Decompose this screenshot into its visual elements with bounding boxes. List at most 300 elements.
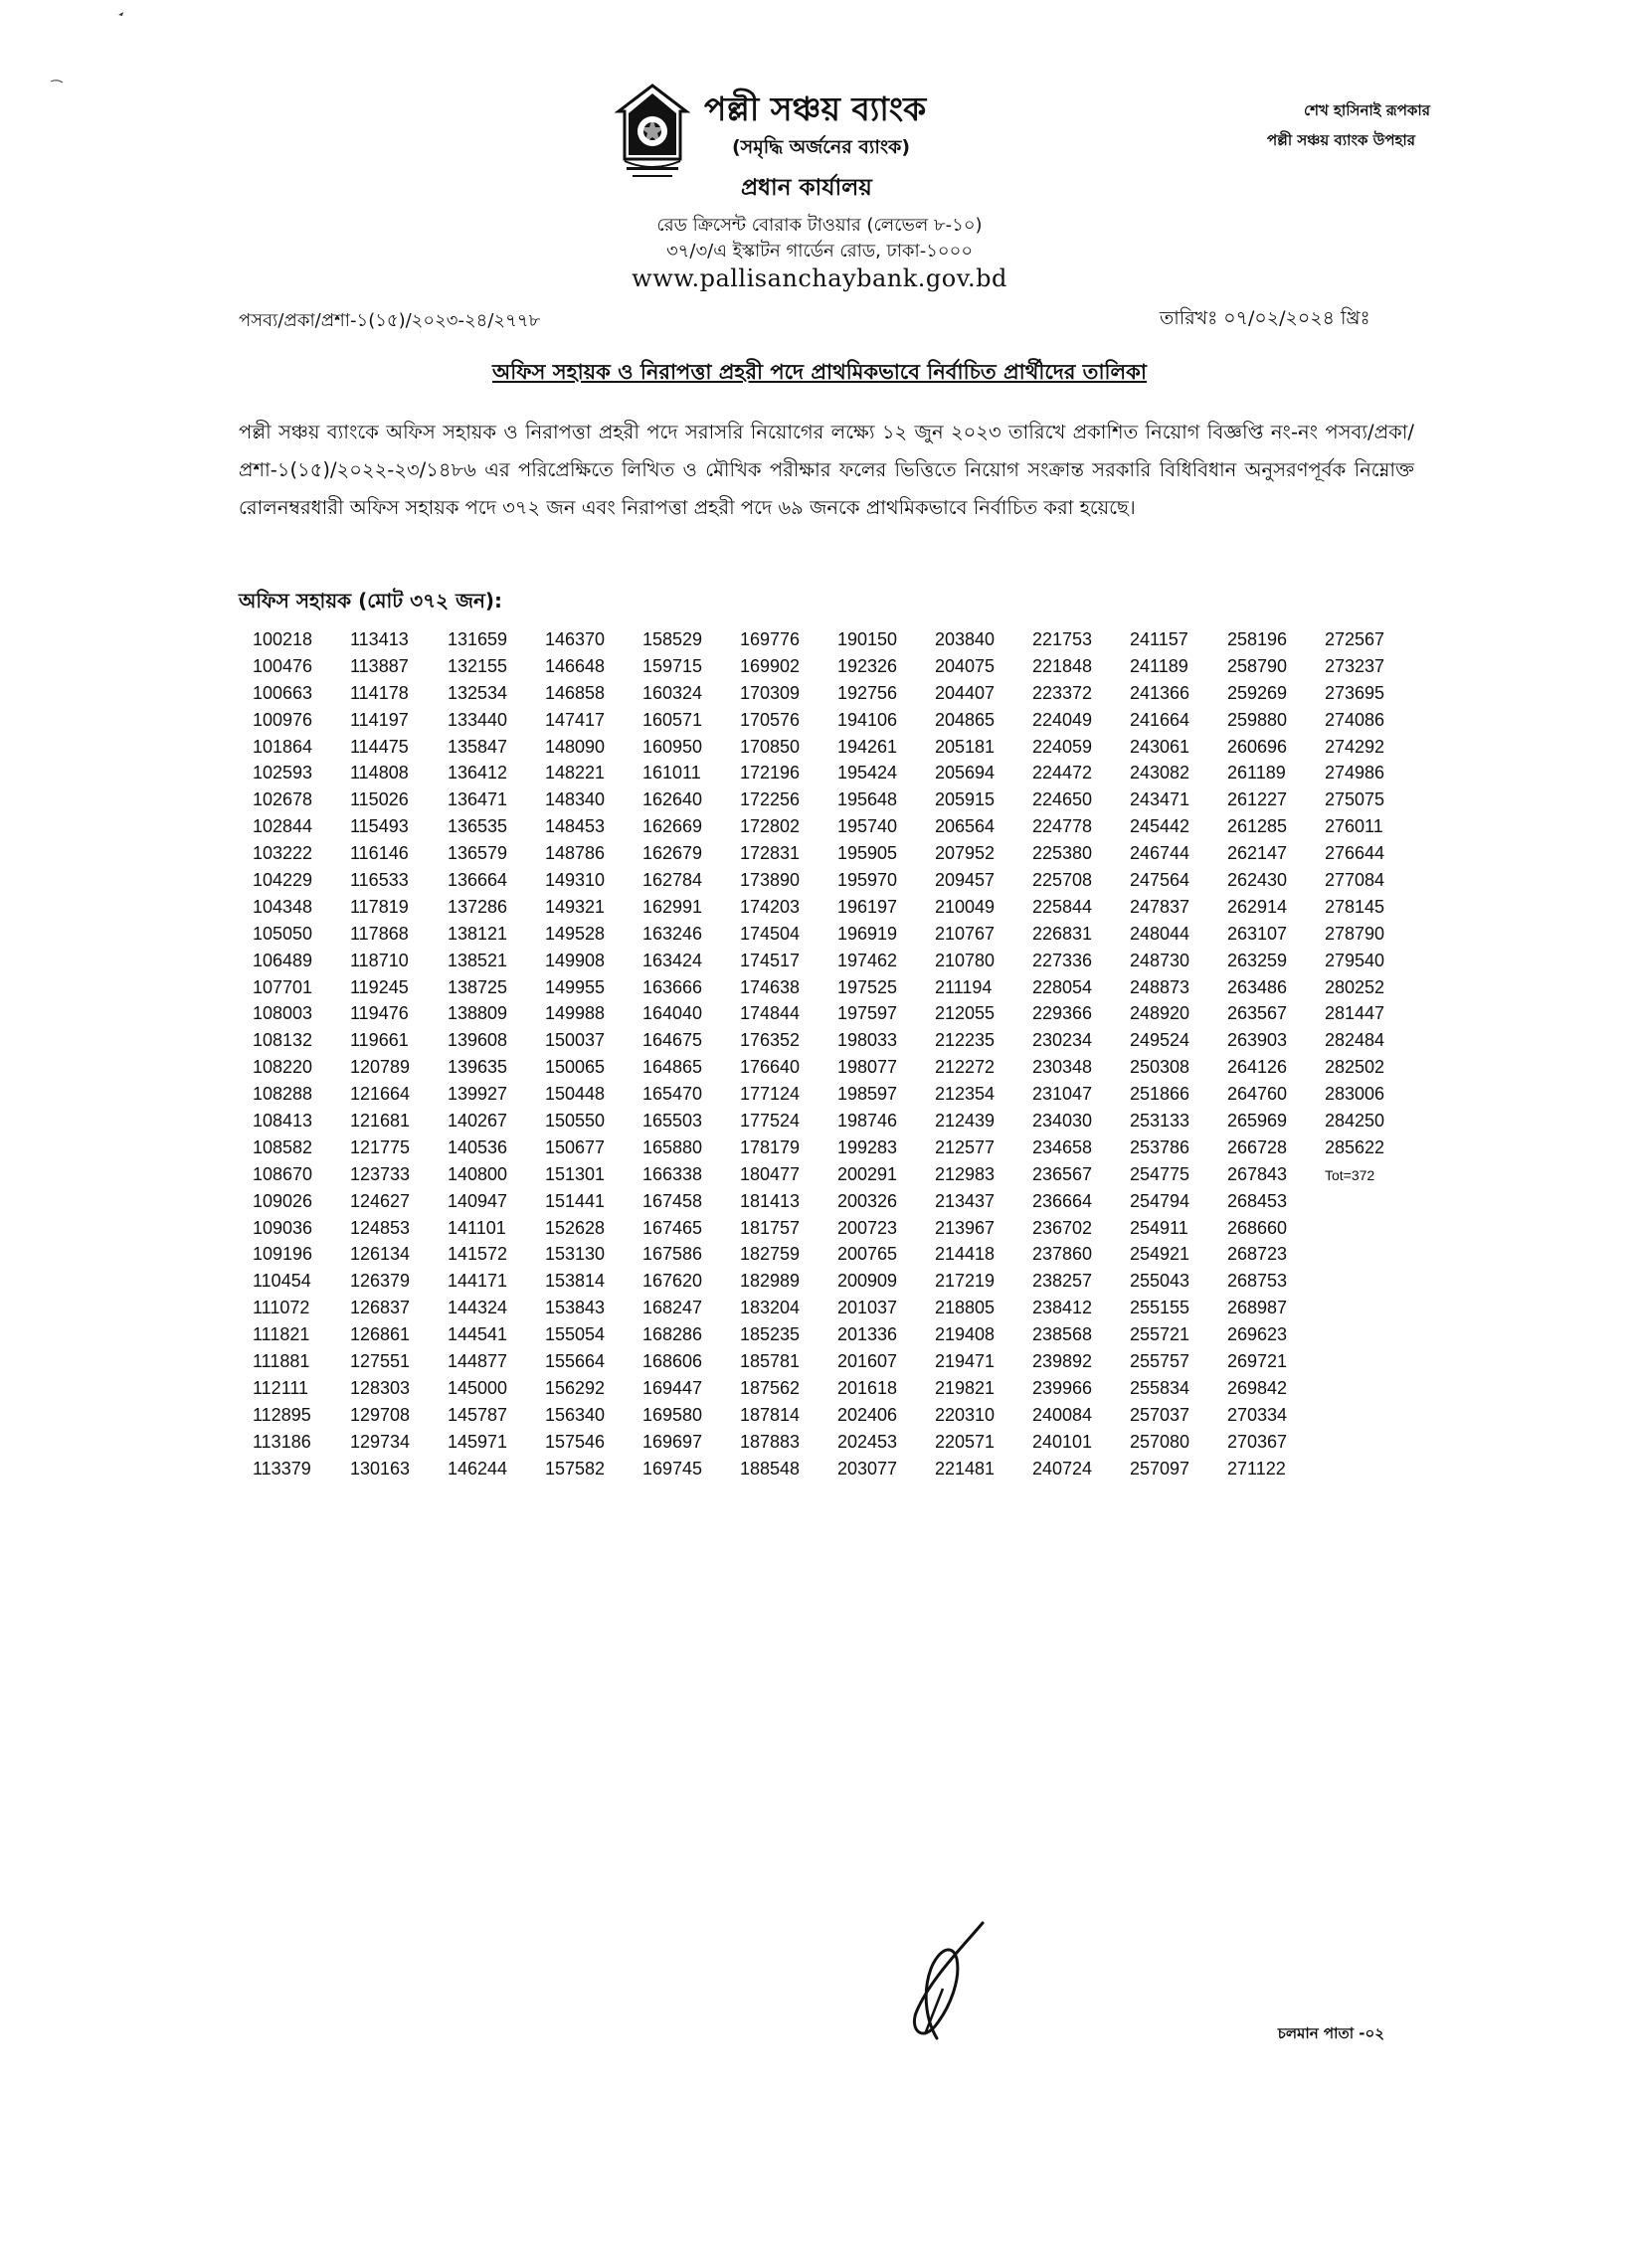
roll-number: 108003 xyxy=(253,1003,313,1024)
roll-number: 187883 xyxy=(740,1431,801,1452)
roll-number: 136664 xyxy=(448,870,508,891)
roll-number: 138121 xyxy=(448,923,508,944)
roll-number: 278790 xyxy=(1325,923,1385,944)
roll-number: 241664 xyxy=(1130,709,1190,730)
roll-number: 108413 xyxy=(253,1111,313,1132)
roll-number: 255721 xyxy=(1130,1324,1190,1345)
roll-number: 250308 xyxy=(1130,1057,1190,1078)
roll-number: 140947 xyxy=(448,1190,508,1211)
roll-number: 136535 xyxy=(448,816,508,837)
roll-number: 212055 xyxy=(935,1003,996,1024)
roll-number: 230234 xyxy=(1032,1030,1093,1051)
roll-number: 210780 xyxy=(935,950,996,970)
roll-number: 162669 xyxy=(642,816,703,837)
roll-number: 195970 xyxy=(837,870,898,891)
roll-number: 139635 xyxy=(448,1057,508,1078)
bank-logo xyxy=(615,82,690,191)
roll-number: 262430 xyxy=(1227,870,1288,891)
roll-number: 238412 xyxy=(1032,1298,1093,1318)
roll-number: 270367 xyxy=(1227,1431,1288,1452)
roll-number: 145000 xyxy=(448,1377,508,1398)
roll-number: 151301 xyxy=(545,1163,606,1184)
roll-number: 114808 xyxy=(350,763,409,784)
roll-number: 247564 xyxy=(1130,870,1190,891)
roll-number: 214418 xyxy=(935,1244,996,1265)
roll-number: 150550 xyxy=(545,1111,606,1132)
office-name: প্রধান কার্যালয় xyxy=(741,175,872,201)
roll-number: 274086 xyxy=(1325,709,1385,730)
roll-number: 155664 xyxy=(545,1351,606,1372)
roll-number: 204407 xyxy=(935,682,996,703)
roll-number: 100663 xyxy=(253,682,313,703)
roll-number: 163424 xyxy=(642,950,703,970)
roll-number: 167620 xyxy=(642,1271,703,1292)
roll-number: 159715 xyxy=(642,655,703,676)
roll-number: 268723 xyxy=(1227,1244,1288,1265)
roll-number: 162991 xyxy=(642,896,703,917)
roll-number: 203840 xyxy=(935,629,996,649)
roll-number xyxy=(1325,1351,1422,1378)
roll-number: 108670 xyxy=(253,1163,313,1184)
roll-number: 144877 xyxy=(448,1351,508,1372)
roll-number: 213437 xyxy=(935,1190,996,1211)
roll-number: 230348 xyxy=(1032,1057,1093,1078)
roll-number: 181757 xyxy=(740,1217,801,1238)
roll-number: 204865 xyxy=(935,709,996,730)
roll-number: 202453 xyxy=(837,1431,898,1452)
roll-number: 140800 xyxy=(448,1163,508,1184)
roll-number: 119661 xyxy=(350,1030,409,1051)
roll-number: 157546 xyxy=(545,1431,606,1452)
roll-number: 102844 xyxy=(253,816,313,837)
roll-number: 165880 xyxy=(642,1136,703,1157)
roll-number: 123733 xyxy=(350,1163,411,1184)
roll-number: 188548 xyxy=(740,1458,801,1479)
roll-number: 194261 xyxy=(837,736,898,757)
roll-number: 118710 xyxy=(350,950,409,970)
roll-number: 150677 xyxy=(545,1136,606,1157)
roll-number: 169697 xyxy=(642,1431,703,1452)
roll-number: 254921 xyxy=(1130,1244,1190,1265)
roll-number: 255834 xyxy=(1130,1377,1190,1398)
roll-number: 129734 xyxy=(350,1431,411,1452)
roll-number: 152628 xyxy=(545,1217,606,1238)
roll-number: 169745 xyxy=(642,1458,703,1479)
roll-number: 259880 xyxy=(1227,709,1288,730)
roll-number: 225844 xyxy=(1032,896,1093,917)
roll-number: 228054 xyxy=(1032,976,1093,997)
roll-number: 238257 xyxy=(1032,1271,1093,1292)
roll-number: 113379 xyxy=(253,1458,311,1479)
roll-number: 285622 xyxy=(1325,1136,1385,1157)
roll-number: 148340 xyxy=(545,789,606,810)
memo-date: তারিখঃ ০৭/০২/২০২৪ খ্রিঃ xyxy=(1160,307,1370,329)
roll-number: 130163 xyxy=(350,1458,411,1479)
roll-number: 167586 xyxy=(642,1244,703,1265)
roll-number: 210049 xyxy=(935,896,996,917)
roll-number: 172256 xyxy=(740,789,801,810)
roll-number: 212235 xyxy=(935,1030,996,1051)
roll-number: 212983 xyxy=(935,1163,996,1184)
roll-number: 126379 xyxy=(350,1271,411,1292)
roll-number xyxy=(1325,1459,1422,1485)
roll-number: 280252 xyxy=(1325,976,1385,997)
roll-number: 257037 xyxy=(1130,1404,1190,1425)
roll-number: 177524 xyxy=(740,1111,801,1132)
roll-number: 237860 xyxy=(1032,1244,1093,1265)
roll-number: 276644 xyxy=(1325,843,1385,864)
roll-number: 132534 xyxy=(448,682,508,703)
roll-number: 126837 xyxy=(350,1298,411,1318)
roll-number: 160571 xyxy=(642,709,703,730)
roll-number: 253786 xyxy=(1130,1136,1190,1157)
roll-number: 185781 xyxy=(740,1351,801,1372)
roll-number: 265969 xyxy=(1227,1111,1288,1132)
roll-number: 197525 xyxy=(837,976,898,997)
roll-number: 111881 xyxy=(253,1351,310,1372)
roll-number: 195905 xyxy=(837,843,898,864)
roll-number: 205181 xyxy=(935,736,996,757)
roll-number: 160950 xyxy=(642,736,703,757)
roll-number xyxy=(1325,1191,1422,1218)
document-heading: অফিস সহায়ক ও নিরাপত্তা প্রহরী পদে প্রাথমিকভাবে নির্বাচিত প্রার্থীদের তালিকা xyxy=(492,360,1147,384)
roll-number: 108220 xyxy=(253,1057,313,1078)
roll-number: 257097 xyxy=(1130,1458,1190,1479)
roll-number: 198033 xyxy=(837,1030,898,1051)
roll-number: 192756 xyxy=(837,682,898,703)
roll-number: 164040 xyxy=(642,1003,703,1024)
roll-number: 212439 xyxy=(935,1111,996,1132)
roll-number: 114178 xyxy=(350,682,409,703)
roll-number: 268753 xyxy=(1227,1271,1288,1292)
roll-number: 196197 xyxy=(837,896,898,917)
roll-number: 195648 xyxy=(837,789,898,810)
roll-number: 162640 xyxy=(642,789,703,810)
roll-number: 163666 xyxy=(642,976,703,997)
roll-number: 106489 xyxy=(253,950,313,970)
roll-number: 140267 xyxy=(448,1111,508,1132)
roll-number: 260696 xyxy=(1227,736,1288,757)
roll-number: 200765 xyxy=(837,1244,898,1265)
roll-number: 187814 xyxy=(740,1404,801,1425)
roll-number: 218805 xyxy=(935,1298,996,1318)
intro-paragraph: পল্লী সঞ্চয় ব্যাংকে অফিস সহায়ক ও নিরাপত্তা প্রহরী পদে সরাসরি নিয়োগের লক্ষ্যে ১২ জুন ২০২৩ তারিখে প্রকাশিত নিয়োগ বিজ্ঞপ্তি নং-নং পসব্য/প্রকা/প্রশা-১(১৫)/২০২২-২৩/১৪৮৬ এর পরিপ্রেক্ষিতে লিখিত ও মৌখিক পরীক্ষার ফলের ভিত্তিতে নিয়োগ সংক্রান্ত সরকারি বিধিবিধান অনুসরণপূর্বক নিম্নোক্ত রোলনম্বরধারী অফিস সহায়ক পদে ৩৭২ জন এবং নিরাপত্তা প্রহরী পদে ৬৯ জনকে প্রাথমিকভাবে নির্বাচিত করা হয়েছে। xyxy=(239,421,1414,519)
roll-number: 263107 xyxy=(1227,923,1288,944)
roll-number: 274292 xyxy=(1325,736,1385,757)
roll-number: 206564 xyxy=(935,816,996,837)
memo-reference-number: পসব্য/প্রকা/প্রশা-১(১৫)/২০২৩-২৪/২৭৭৮ xyxy=(239,310,541,331)
roll-number: 194106 xyxy=(837,709,898,730)
roll-number: 126861 xyxy=(350,1324,411,1345)
roll-number: 200909 xyxy=(837,1271,898,1292)
roll-number: 115493 xyxy=(350,816,409,837)
roll-number: 199283 xyxy=(837,1136,898,1157)
roll-number: 268660 xyxy=(1227,1217,1288,1238)
roll-number: 283006 xyxy=(1325,1084,1385,1105)
roll-number: 153843 xyxy=(545,1298,606,1318)
roll-number: 137286 xyxy=(448,896,508,917)
roll-number: 240101 xyxy=(1032,1431,1093,1452)
roll-number: 182759 xyxy=(740,1244,801,1265)
roll-number: 112895 xyxy=(253,1404,311,1425)
roll-number: 211194 xyxy=(935,976,993,997)
roll-number: 224049 xyxy=(1032,709,1093,730)
roll-number: 166338 xyxy=(642,1163,703,1184)
roll-number: 109196 xyxy=(253,1244,313,1265)
roll-number: 200723 xyxy=(837,1217,898,1238)
roll-number: 149528 xyxy=(545,923,606,944)
roll-number: 149310 xyxy=(545,870,606,891)
roll-number: 120789 xyxy=(350,1057,411,1078)
roll-number: 100218 xyxy=(253,629,313,649)
roll-number: 116146 xyxy=(350,843,409,864)
roll-number: 144541 xyxy=(448,1324,508,1345)
roll-number: 268453 xyxy=(1227,1190,1288,1211)
roll-number: 198746 xyxy=(837,1111,898,1132)
continued-page-note: চলমান পাতা -০২ xyxy=(1277,2024,1384,2042)
roll-number: 282502 xyxy=(1325,1057,1385,1078)
roll-number: 227336 xyxy=(1032,950,1093,970)
roll-number: 100476 xyxy=(253,655,313,676)
roll-number: 138521 xyxy=(448,950,508,970)
roll-number: 195424 xyxy=(837,763,898,784)
roll-number: 164865 xyxy=(642,1057,703,1078)
roll-number: 269842 xyxy=(1227,1377,1288,1398)
roll-number: 173890 xyxy=(740,870,801,891)
roll-number: 148453 xyxy=(545,816,606,837)
roll-number xyxy=(1325,1298,1422,1324)
roll-number: 146648 xyxy=(545,655,606,676)
roll-number: 248730 xyxy=(1130,950,1190,970)
roll-number: 149908 xyxy=(545,950,606,970)
roll-number: 168606 xyxy=(642,1351,703,1372)
roll-number: 187562 xyxy=(740,1377,801,1398)
roll-number: 109026 xyxy=(253,1190,313,1211)
roll-number: 239966 xyxy=(1032,1377,1093,1398)
roll-number: 246744 xyxy=(1130,843,1190,864)
roll-number: 181413 xyxy=(740,1190,801,1211)
roll-number: 167458 xyxy=(642,1190,703,1211)
roll-number: 245442 xyxy=(1130,816,1190,837)
roll-number xyxy=(1325,1378,1422,1405)
roll-number: 102593 xyxy=(253,763,313,784)
roll-number: 224650 xyxy=(1032,789,1093,810)
roll-number: 176352 xyxy=(740,1030,801,1051)
section-title: অফিস সহায়ক (মোট ৩৭২ জন): xyxy=(239,589,503,612)
roll-number: 209457 xyxy=(935,870,996,891)
roll-number: 269721 xyxy=(1227,1351,1288,1372)
roll-number: 172831 xyxy=(740,843,801,864)
roll-number: 257080 xyxy=(1130,1431,1190,1452)
roll-number: 144324 xyxy=(448,1298,508,1318)
roll-number: 172802 xyxy=(740,816,801,837)
roll-number: 248873 xyxy=(1130,976,1190,997)
roll-number: 124627 xyxy=(350,1190,411,1211)
roll-number: 100976 xyxy=(253,709,313,730)
roll-number: 144171 xyxy=(448,1271,508,1292)
roll-number: 254775 xyxy=(1130,1163,1190,1184)
roll-number: 149955 xyxy=(545,976,606,997)
roll-number: 273695 xyxy=(1325,682,1385,703)
roll-number xyxy=(1325,1405,1422,1432)
roll-number: 157582 xyxy=(545,1458,606,1479)
roll-number: 251866 xyxy=(1130,1084,1190,1105)
roll-number: 183204 xyxy=(740,1298,801,1318)
roll-number: 156292 xyxy=(545,1377,606,1398)
roll-number: 145971 xyxy=(448,1431,508,1452)
roll-number: 259269 xyxy=(1227,682,1288,703)
roll-number: 221481 xyxy=(935,1458,996,1479)
address-line-2: ৩৭/৩/এ ইস্কাটন গার্ডেন রোড, ঢাকা-১০০০ xyxy=(665,241,974,262)
roll-number: 241189 xyxy=(1130,655,1188,676)
roll-number: 108132 xyxy=(253,1030,313,1051)
roll-number: 254911 xyxy=(1130,1217,1188,1238)
roll-number xyxy=(1325,1244,1422,1271)
roll-number: 258196 xyxy=(1227,629,1288,649)
roll-number: 205915 xyxy=(935,789,996,810)
roll-number: 111072 xyxy=(253,1298,310,1318)
roll-number: 198597 xyxy=(837,1084,898,1105)
roll-number: 204075 xyxy=(935,655,996,676)
roll-number: 224059 xyxy=(1032,736,1093,757)
roll-number: 249524 xyxy=(1130,1030,1190,1051)
roll-number: 148786 xyxy=(545,843,606,864)
roll-number: 264126 xyxy=(1227,1057,1288,1078)
roll-number: 103222 xyxy=(253,843,313,864)
roll-number: 174517 xyxy=(740,950,801,970)
roll-number: 126134 xyxy=(350,1244,411,1265)
scan-mark xyxy=(50,78,64,86)
roll-number: 224778 xyxy=(1032,816,1093,837)
roll-number: 236702 xyxy=(1032,1217,1093,1238)
roll-number xyxy=(1325,1271,1422,1298)
roll-number: 148221 xyxy=(545,763,606,784)
organization-tagline: (সমৃদ্ধি অর্জনের ব্যাংক) xyxy=(732,136,911,158)
website-url: www.pallisanchaybank.gov.bd xyxy=(632,264,1007,292)
roll-number: 203077 xyxy=(837,1458,898,1479)
roll-number: 255043 xyxy=(1130,1271,1190,1292)
roll-number: 229366 xyxy=(1032,1003,1093,1024)
roll-number: 248044 xyxy=(1130,923,1190,944)
roll-number: 162784 xyxy=(642,870,703,891)
slogan-line-1: শেখ হাসিনাই রূপকার xyxy=(1304,101,1430,119)
roll-number: 275075 xyxy=(1325,789,1385,810)
roll-number: 170850 xyxy=(740,736,801,757)
roll-number: 121775 xyxy=(350,1136,411,1157)
roll-number: 225708 xyxy=(1032,870,1093,891)
roll-number: 131659 xyxy=(448,629,508,649)
roll-number: 221753 xyxy=(1032,629,1093,649)
roll-number: 266728 xyxy=(1227,1136,1288,1157)
roll-number xyxy=(1325,1324,1422,1351)
roll-number: 105050 xyxy=(253,923,313,944)
roll-number: 212354 xyxy=(935,1084,996,1105)
roll-number: 149988 xyxy=(545,1003,606,1024)
roll-number: 102678 xyxy=(253,789,313,810)
roll-number: 239892 xyxy=(1032,1351,1093,1372)
roll-number: 149321 xyxy=(545,896,606,917)
roll-number: 161011 xyxy=(642,763,701,784)
roll-number: 224472 xyxy=(1032,763,1093,784)
roll-number: 185235 xyxy=(740,1324,801,1345)
address-line-1: রেড ক্রিসেন্ট বোরাক টাওয়ার (লেভেল ৮-১০) xyxy=(656,215,983,236)
roll-number: 201336 xyxy=(837,1324,898,1345)
roll-number: 148090 xyxy=(545,736,606,757)
roll-number: 176640 xyxy=(740,1057,801,1078)
roll-number: 132155 xyxy=(448,655,508,676)
roll-number: 263903 xyxy=(1227,1030,1288,1051)
roll-number: 114475 xyxy=(350,736,409,757)
roll-number: 124853 xyxy=(350,1217,411,1238)
roll-number: 138809 xyxy=(448,1003,508,1024)
roll-number: 243061 xyxy=(1130,736,1190,757)
roll-number: 284250 xyxy=(1325,1111,1385,1132)
roll-number: 101864 xyxy=(253,736,313,757)
roll-number: 174203 xyxy=(740,896,801,917)
roll-number: 219408 xyxy=(935,1324,996,1345)
roll-number: 279540 xyxy=(1325,950,1385,970)
roll-number: 170309 xyxy=(740,682,801,703)
roll-number: 113186 xyxy=(253,1431,311,1452)
roll-number: 268987 xyxy=(1227,1298,1288,1318)
roll-number: 225380 xyxy=(1032,843,1093,864)
roll-number: 270334 xyxy=(1227,1404,1288,1425)
roll-number: 167465 xyxy=(642,1217,703,1238)
roll-number: 169776 xyxy=(740,629,801,649)
roll-number: 119476 xyxy=(350,1003,409,1024)
organization-name: পল্লী সঞ্চয় ব্যাংক xyxy=(704,89,927,128)
roll-number: 153814 xyxy=(545,1271,606,1292)
roll-number: 151441 xyxy=(545,1190,606,1211)
roll-number: 223372 xyxy=(1032,682,1093,703)
roll-number: 261285 xyxy=(1227,816,1288,837)
roll-number: 248920 xyxy=(1130,1003,1190,1024)
scan-mark xyxy=(117,10,125,18)
roll-number: 207952 xyxy=(935,843,996,864)
roll-number: 210767 xyxy=(935,923,996,944)
roll-number: 136412 xyxy=(448,763,508,784)
roll-number: 108582 xyxy=(253,1136,313,1157)
roll-number: 139608 xyxy=(448,1030,508,1051)
roll-number: 201607 xyxy=(837,1351,898,1372)
roll-number: 255757 xyxy=(1130,1351,1190,1372)
roll-number: 147417 xyxy=(545,709,606,730)
roll-number: 247837 xyxy=(1130,896,1190,917)
roll-number: 156340 xyxy=(545,1404,606,1425)
roll-number: 234030 xyxy=(1032,1111,1093,1132)
roll-number: 271122 xyxy=(1227,1458,1286,1479)
roll-number: 140536 xyxy=(448,1136,508,1157)
slogan-line-2: পল্লী সঞ্চয় ব্যাংক উপহার xyxy=(1266,131,1415,149)
roll-number: 160324 xyxy=(642,682,703,703)
roll-number: 128303 xyxy=(350,1377,411,1398)
roll-number: 146244 xyxy=(448,1458,508,1479)
roll-number: 104348 xyxy=(253,896,313,917)
roll-number: 145787 xyxy=(448,1404,508,1425)
roll-number: 200291 xyxy=(837,1163,898,1184)
roll-number: 197597 xyxy=(837,1003,898,1024)
roll-number: 168247 xyxy=(642,1298,703,1318)
roll-number: 169447 xyxy=(642,1377,703,1398)
roll-number: 112111 xyxy=(253,1377,309,1398)
roll-number: 274986 xyxy=(1325,763,1385,784)
roll-number: 212577 xyxy=(935,1136,996,1157)
roll-number: 254794 xyxy=(1130,1190,1190,1211)
roll-number: 263486 xyxy=(1227,976,1288,997)
roll-number: 165503 xyxy=(642,1111,703,1132)
roll-number xyxy=(1325,1432,1422,1459)
roll-number: 150448 xyxy=(545,1084,606,1105)
